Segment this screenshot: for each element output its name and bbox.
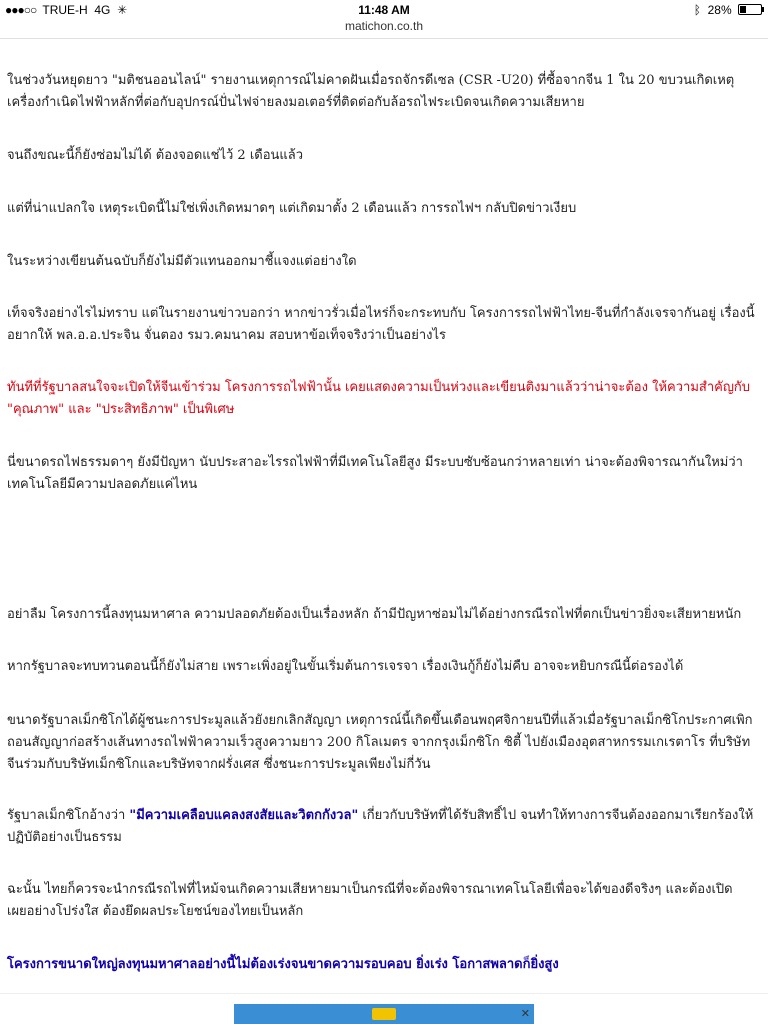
article-paragraph-highlight: ทันทีที่รัฐบาลสนใจจะเปิดให้จีนเข้าร่วม โครงการรถไฟฟ้านั้น เคยแสดงความเป็นห่วงและเขียนติงมาแล้วว่าน่าจะต้อง ให้ความสำคัญกับ "คุณภาพ" และ "ประสิทธิภาพ" เป็นพิเศษ	[7, 380, 751, 417]
article-paragraph: ฉะนั้น ไทยก็ควรจะนำกรณีรถไฟที่ไหม้จนเกิดความเสียหายมาเป็นกรณีที่จะต้องพิจารณาเทคโนโลยีเพื่อจะได้ของดีจริงๆ และต้องเปิดเผยอย่างโปร่งใส ต้องยึดผลประโยชน์ของไทยเป็นหลัก	[7, 882, 733, 919]
article-paragraph: หากรัฐบาลจะทบทวนตอนนี้ก็ยังไม่สาย เพราะเพิ่งอยู่ในขั้นเริ่มต้นการเจรจา เรื่องเงินกู้ก็ยังไม่คืบ อาจจะหยิบกรณีนี้ต่อรองได้	[7, 659, 684, 674]
article-conclusion: โครงการขนาดใหญ่ลงทุนมหาศาลอย่างนี้ไม่ต้องเร่งจนขาดความรอบคอบ ยิ่งเร่ง โอกาสพลาดก็ยิ่งสูง	[7, 957, 559, 972]
article-paragraph	[7, 805, 759, 849]
battery-icon	[738, 4, 762, 15]
carrier-name: TRUE-H	[42, 3, 88, 17]
quote-continuation: เกี่ยวกับบริษัทที่ได้รับสิทธิ์ไป จนทำให้ทางการจีนต้องออกมาเรียกร้องให้ปฏิบัติอย่างเป็นธรรม	[7, 808, 754, 845]
article-paragraph: ขนาดรัฐบาลเม็กซิโกได้ผู้ชนะการประมูลแล้วยังยกเลิกสัญญา เหตุการณ์นี้เกิดขึ้นเดือนพฤศจิกายนปีที่แล้วเมื่อรัฐบาลเม็กซิโกประกาศเพิกถอนสัญญาก่อสร้างเส้นทางรถไฟฟ้าความเร็วสูงความยาว 200 กิโลเมตร จากกรุงเม็กซิโก ซิตี้ ไปยังเมืองอุตสาหกรรมเกเรตาโร ที่บริษัทจีนร่วมกับบริษัทเม็กซิโกและบริษัทจากฝรั่งเศส ซึ่งชนะการประมูลเพียงไม่กี่วัน	[7, 713, 753, 772]
ad-banner[interactable]	[234, 1004, 534, 1024]
quote-emphasis: "มีความเคลือบแคลงสงสัยและวิตกกังวล"	[129, 808, 359, 823]
ad-badge-icon	[372, 1008, 396, 1020]
divider	[0, 38, 768, 39]
article-paragraph: ในระหว่างเขียนต้นฉบับก็ยังไม่มีตัวแทนออกมาชี้แจงแต่อย่างใด	[7, 254, 357, 269]
signal-strength-icon: ●●●○○	[5, 3, 37, 17]
network-type: 4G	[94, 3, 111, 17]
status-bar	[0, 0, 768, 20]
article-paragraph: เท็จจริงอย่างไรไม่ทราบ แต่ในรายงานข่าวบอกว่า หากข่าวรั่วเมื่อไหร่ก็จะกระทบกับ โครงการรถไฟฟ้าไทย-จีนที่กำลังเจรจากันอยู่ เรื่องนี้อยากให้ พล.อ.อ.ประจิน จั่นตอง รมว.คมนาคม สอบหาข้อเท็จจริงว่าเป็นอย่างไร	[7, 306, 755, 343]
status-time: 11:48 AM	[358, 3, 410, 17]
bluetooth-icon: ᛒ	[693, 3, 701, 17]
quote-intro: รัฐบาลเม็กซิโกอ้างว่า	[7, 808, 130, 823]
article-paragraph: อย่าลืม โครงการนี้ลงทุนมหาศาล ความปลอดภัยต้องเป็นเรื่องหลัก ถ้ามีปัญหาซ่อมไม่ได้อย่างกรณีรถไฟที่ตกเป็นข่าวยิ่งจะเสียหายหนัก	[7, 607, 742, 622]
article-paragraph: แต่ที่น่าแปลกใจ เหตุระเบิดนี้ไม่ใช่เพิ่งเกิดหมาดๆ แต่เกิดมาตั้ง 2 เดือนแล้ว การรถไฟฯ กลับปิดข่าวเงียบ	[7, 201, 577, 216]
status-right	[694, 3, 762, 17]
divider	[0, 993, 768, 994]
article-paragraph: นี่ขนาดรถไฟธรรมดาๆ ยังมีปัญหา นับประสาอะไรรถไฟฟ้าที่มีเทคโนโลยีสูง มีระบบซับซ้อนกว่าหลายเท่า น่าจะต้องพิจารณากันใหม่ว่าเทคโนโลยีมีความปลอดภัยแค่ไหน	[7, 455, 743, 492]
url-text[interactable]: matichon.co.th	[344, 19, 424, 33]
address-bar[interactable]	[0, 19, 768, 33]
close-icon[interactable]: ✕	[520, 1008, 530, 1020]
article-paragraph: ในช่วงวันหยุดยาว "มติชนออนไลน์" รายงานเหตุการณ์ไม่คาดฝันเมื่อรถจักรดีเซล (CSR -U20) ที่ซื้อจากจีน 1 ใน 20 ขบวนเกิดเหตุเครื่องกำเนิดไฟฟ้าหลักที่ต่อกับอุปกรณ์ปั่นไฟจ่ายลงมอเตอร์ที่ติดต่อกับล้อรถไฟระเบิดจนเกิดความเสียหาย	[7, 73, 735, 110]
battery-percent: 28%	[707, 3, 732, 17]
activity-icon: ✳	[117, 3, 128, 17]
article-paragraph: จนถึงขณะนี้ก็ยังซ่อมไม่ได้ ต้องจอดแช่ไว้ 2 เดือนแล้ว	[7, 148, 304, 163]
